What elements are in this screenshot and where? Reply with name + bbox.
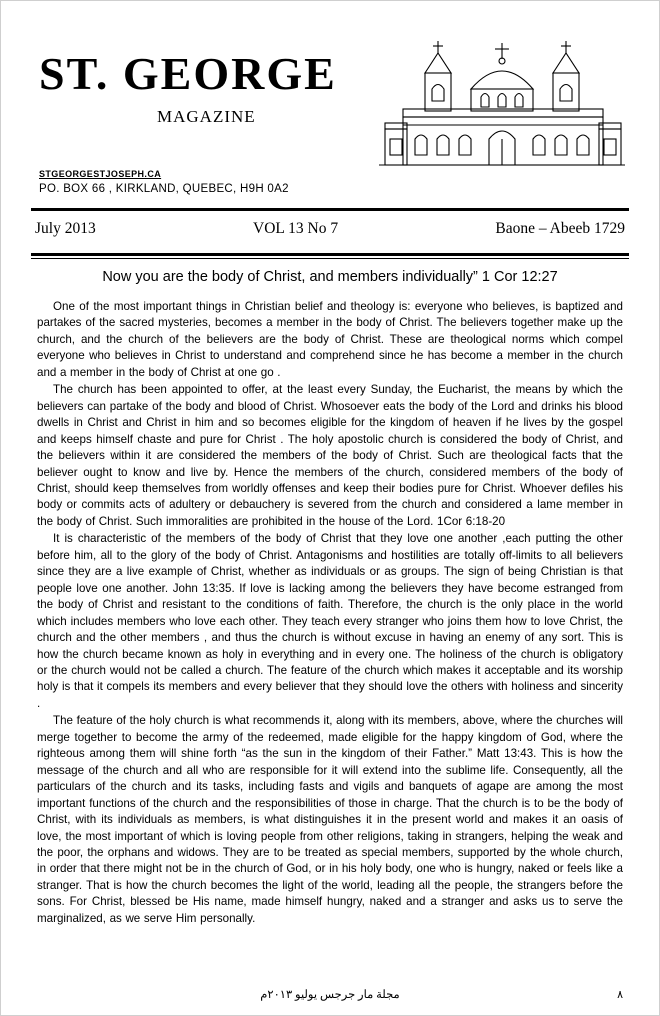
magazine-subtitle: MAGAZINE [157,107,256,126]
article-paragraph: One of the most important things in Christian belief and theology is: everyone who believes, is baptized and partakes of the sacred mysteries, becomes a member in the body of Christ. The believers together make up the church, and the church of the believers are the body of Christ. These are theological norms which compel everyone who believes in Christ to understand and comprehend since he has become a member in the church and a member in the body of Christ at one go . [37,300,623,379]
page-title: ST. GEORGE [39,48,337,99]
article-paragraph: The feature of the holy church is what recommends it, along with its members, above, where the churches will merge together to become the army of the redeemed, made eligible for the happy kingdom of God, where the righteous among them will shine forth “as the sun in the kingdom of their Father.” Matt 13:43. This is how the message of the church and all who are responsible for it will extend into the sublime life. Consequently, all the particulars of the church and its tasks, including fasts and vigils and banquets of agape are among the most important functions of the church and the responsibilities of those in charge. That the church is to be the body of Christ, with its individuals as members, is what distinguishes it in the present world and makes it an oasis of love, the most important of which is loving people from other religions, taking in strangers, helping the weak and the poor, the orphans and widows. They are to be treated as special members, supported by the whole church, in order that there might not be in the church of God, or in his holy body, one who is hungry, naked or feels like a stranger. That is how the church becomes the light of the world, leading all the people, the strangers before the sons. For Christ, blessed be His name, made himself hungry, naked and a stranger and asks us to serve the marginalized, as we serve Him personally. [37,714,623,925]
issue-bar [31,211,629,247]
article-heading: Now you are the body of Christ, and members individually” 1 Cor 12:27 [102,269,558,285]
article-paragraph: The church has been appointed to offer, at the least every Sunday, the Eucharist, the means by which the believers can partake of the body and blood of Christ. Whosoever eats the body of the Lord and drinks his blood dwells in Christ and Christ in him and so becomes eligible for the kingdom of heaven if he lives by the gospel and keeps himself chaste and pure for Christ . The holy apostolic church is considered the body of Christ, and the believers within it are considered the members of the body of Christ. Such are theological facts that the believer ought to know and live by. Hence the members of the church, considered members of the body of Christ, should keep themselves from worldly offenses and keep their bodies pure for Christ. Whoever defiles his body or commits acts of adultery or debauchery is severed from the church and considered a lame member in the body of Christ. Such immoralities are prohibited in the house of the Lord. 1Cor 6:18-20 [37,383,623,528]
church-illustration [377,37,627,177]
masthead [31,27,629,202]
header-rule-thin [31,258,629,259]
website-url: STGEORGESTJOSEPH.CA [39,169,162,179]
header-rule-thick-bottom [31,253,629,256]
page-number: ٨ [617,989,623,1001]
article-body [31,269,629,927]
issue-volume: VOL 13 No 7 [253,220,339,237]
masthead-text-block [39,48,379,195]
footer-arabic-caption: مجلة مار جرجس يوليو ٢٠١٣م [260,989,400,1001]
issue-date: July 2013 [35,220,96,237]
issue-coptic-date: Baone – Abeeb 1729 [495,220,625,237]
article-paragraph: It is characteristic of the members of the body of Christ that they love one another ,each putting the other before him, all to the glory of the body of Christ. Antagonisms and hostilities are totally off-limits to all believers since they are a live example of Christ, whether as individuals or as groups. The sign of being Christian is that people love one another. John 13:35. If love is lacking among the believers they have become estranged from the body of Christ and resistant to the conditions of faith. Therefore, the church is the only place in the world which includes members who love each other. They teach every stranger who joins them how to love Christ, the church and the other members , and thus the church is without excuse in having an enemy of any sort. This is how the church became known as holy in everything and in every one. The holiness of the church is obligatory or the church would not be called a church. The feature of the church which makes it acceptable and its worship holy is that it compels its members and every believer that they should love the others with holiness and sincerity . [37,532,623,710]
page-footer [37,987,623,1001]
mailing-address: PO. BOX 66 , KIRKLAND, QUEBEC, H9H 0A2 [39,183,289,195]
